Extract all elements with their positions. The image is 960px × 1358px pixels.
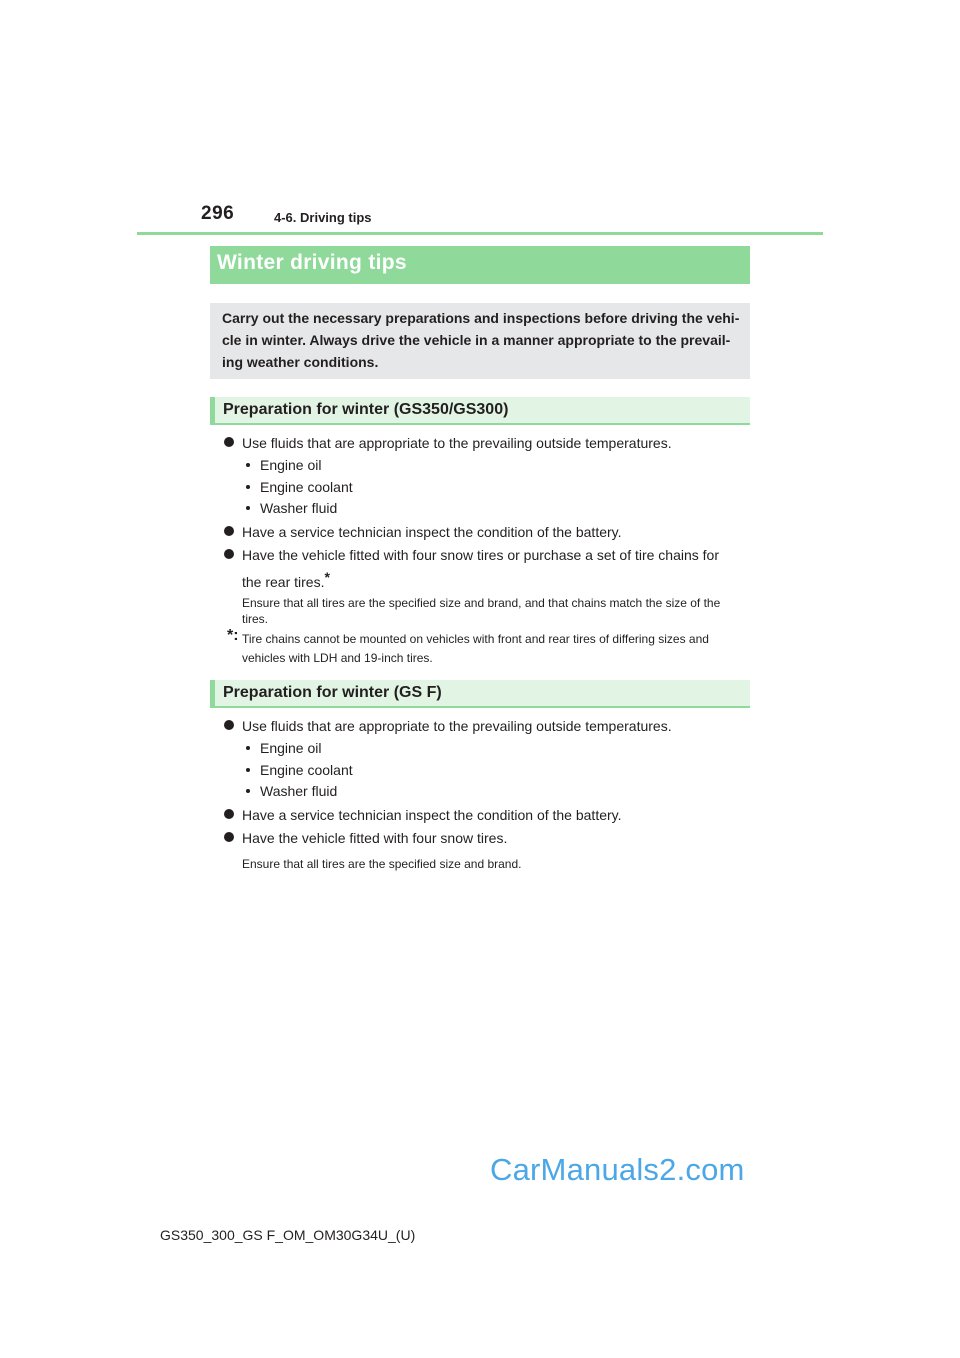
sub-list-item [246,780,337,802]
bullet-icon [224,809,234,819]
section1-heading: Preparation for winter (GS350/GS300) [223,401,509,418]
bullet-text: Have a service technician inspect the condition of the battery. [242,524,622,540]
page-title-bar [210,246,750,284]
watermark-logo: CarManuals2.com [490,1152,745,1187]
sub-bullet-icon [246,789,250,793]
section2-heading-bar [210,680,750,708]
footnote-text: Tire chains cannot be mounted on vehicles with front and rear tires of differing sizes and vehicles with LDH and 19-inch tires. [242,632,709,665]
bullet-text: Use fluids that are appropriate to the prevailing outside temperatures. [242,718,672,734]
sub-list-item [246,759,353,781]
header-rule [137,232,823,235]
bullet-icon [224,720,234,730]
sub-item-text: Washer fluid [260,500,338,516]
list-item [224,827,750,849]
sub-list-item [246,497,337,519]
list-item [224,804,750,826]
bullet-text: Have the vehicle fitted with four snow tires. [242,830,508,846]
sub-item-text: Washer fluid [260,783,338,799]
intro-box [210,303,750,379]
asterisk-mark: * [324,569,330,585]
sub-item-text: Engine oil [260,740,322,756]
sub-list-item [246,737,322,759]
list-item [224,715,750,737]
list-item [224,521,750,543]
section2-heading: Preparation for winter (GS F) [223,684,442,701]
bullet-icon [224,832,234,842]
sub-item-text: Engine oil [260,457,322,473]
note-text: Ensure that all tires are the specified size and brand, and that chains match the size of the tires. [242,596,721,626]
list-item [224,544,750,588]
note-text: Ensure that all tires are the specified size and brand. [242,857,522,871]
bullet-text-line1: Have the vehicle fitted with four snow tires or purchase a set of tire chains for [242,547,720,563]
footnote-mark: *: [227,627,239,644]
bullet-icon [224,526,234,536]
sub-bullet-icon [246,768,250,772]
sub-bullet-icon [246,463,250,467]
bullet-icon [224,549,234,559]
sub-bullet-icon [246,506,250,510]
sub-item-text: Engine coolant [260,479,353,495]
bullet-text: Have a service technician inspect the condition of the battery. [242,807,622,823]
sub-item-text: Engine coolant [260,762,353,778]
sub-bullet-icon [246,746,250,750]
section1-heading-bar [210,397,750,425]
bullet-icon [224,437,234,447]
page-title: Winter driving tips [217,251,407,274]
sub-list-item [246,476,353,498]
sub-list-item [246,454,322,476]
bullet-text: Use fluids that are appropriate to the prevailing outside temperatures. [242,435,672,451]
section-label: 4-6. Driving tips [274,210,372,225]
bullet-text [242,544,750,593]
page-number: 296 [201,203,235,224]
sub-bullet-icon [246,485,250,489]
list-item [224,432,750,454]
bullet-text-line2: the rear tires. [242,574,325,590]
intro-text: Carry out the necessary preparations and inspections before driving the vehi-cle in winter. Always drive the vehicle in a manner appropriate to the prevail-ing weather conditions. [222,310,740,370]
footer-doc-id: GS350_300_GS F_OM_OM30G34U_(U) [160,1227,416,1243]
